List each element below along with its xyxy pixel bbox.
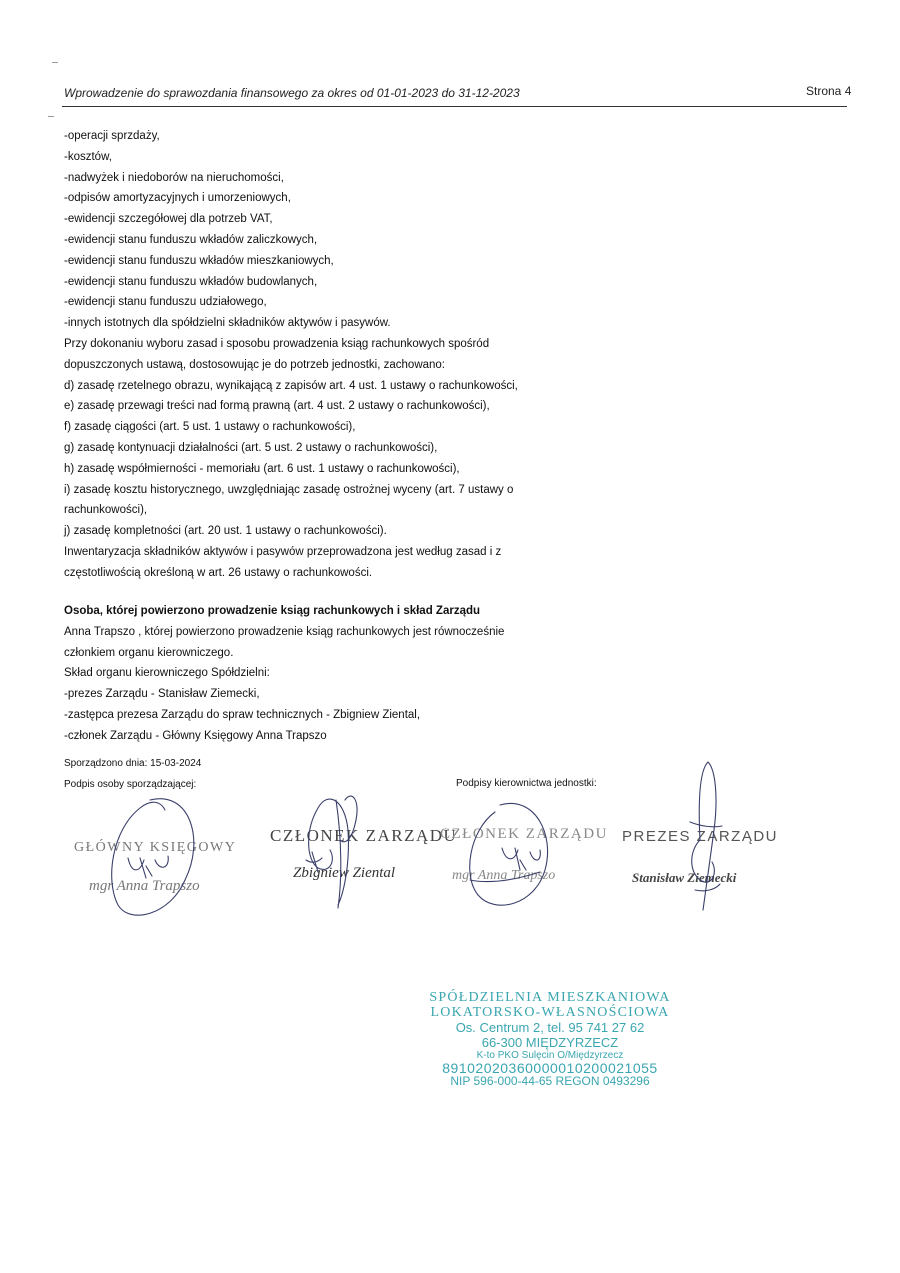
section-line: -zastępca prezesa Zarządu do spraw technicznych - Zbigniew Ziental,	[64, 708, 421, 721]
body-line: h) zasadę współmierności - memoriału (art. 6 ust. 1 ustawy o rachunkowości),	[64, 462, 460, 475]
signature-trapszo-1	[112, 799, 194, 915]
company-stamp-account: 89102020360000010200021055	[442, 1060, 658, 1076]
page-number: Strona 4	[806, 84, 852, 98]
page-tick-top	[52, 62, 58, 63]
company-stamp-address: Os. Centrum 2, tel. 95 741 27 62	[455, 1020, 645, 1035]
body-line: -nadwyżek i niedoborów na nieruchomości,	[64, 171, 284, 184]
signature-ziental	[306, 796, 357, 908]
stamp-name: Zbigniew Ziental	[293, 865, 396, 881]
body-line: -ewidencji stanu funduszu udziałowego,	[64, 296, 267, 309]
body-line: g) zasadę kontynuacji działalności (art. 5 ust. 2 ustawy o rachunkowości),	[64, 441, 438, 454]
body-line: Inwentaryzacja składników aktywów i pasywów przeprowadzona jest według zasad i z	[64, 545, 502, 558]
section-line: Anna Trapszo , której powierzono prowadzenie ksiąg rachunkowych jest równocześnie	[64, 625, 505, 638]
section-line: -prezes Zarządu - Stanisław Ziemecki,	[64, 688, 260, 701]
body-line: -ewidencji stanu funduszu wkładów zaliczkowych,	[64, 233, 318, 246]
company-stamp-city: 66-300 MIĘDZYRZECZ	[481, 1035, 619, 1050]
section-line: Skład organu kierowniczego Spółdzielni:	[64, 667, 270, 680]
management-signature-label: Podpisy kierownictwa jednostki:	[456, 778, 597, 789]
body-line: i) zasadę kosztu historycznego, uwzględniając zasadę ostrożnej wyceny (art. 7 ustawy o	[64, 483, 514, 496]
body-line: j) zasadę kompletności (art. 20 ust. 1 ustawy o rachunkowości).	[64, 525, 387, 538]
prepared-date: Sporządzono dnia: 15-03-2024	[64, 758, 202, 769]
stamp-title: CZŁONEK ZARZĄDU	[270, 826, 458, 845]
body-line: -odpisów amortyzacyjnych i umorzeniowych,	[64, 192, 291, 205]
company-stamp-ids: NIP 596-000-44-65 REGON 0493296	[450, 1074, 650, 1088]
stamp-name: mgr Anna Trapszo	[452, 868, 556, 883]
body-line: d) zasadę rzetelnego obrazu, wynikającą z zapisów art. 4 ust. 1 ustawy o rachunkowości,	[64, 379, 518, 392]
page-tick-side	[48, 116, 54, 117]
preparer-signature-label: Podpis osoby sporządzającej:	[64, 779, 197, 790]
stamp-title: PREZES ZARZĄDU	[622, 828, 779, 845]
management-section	[64, 601, 624, 747]
signature-trapszo-2	[470, 803, 548, 905]
body-line: -ewidencji stanu funduszu wkładów budowlanych,	[64, 275, 318, 288]
header-rule	[62, 106, 847, 107]
body-line: Przy dokonaniu wyboru zasad i sposobu prowadzenia ksiąg rachunkowych spośród	[64, 337, 490, 350]
company-stamp	[420, 990, 680, 1088]
section-line: członkiem organu kierowniczego.	[64, 646, 234, 659]
accounting-principles-text	[64, 126, 624, 584]
body-line: -ewidencji szczegółowej dla potrzeb VAT,	[64, 213, 273, 226]
company-stamp-bank: K-to PKO Sulęcin O/Międzyrzecz	[476, 1050, 624, 1061]
body-line: f) zasadę ciągości (art. 5 ust. 1 ustawy o rachunkowości),	[64, 421, 356, 434]
stamp-name: Stanisław Ziemecki	[632, 870, 737, 885]
body-line: -kosztów,	[64, 150, 112, 163]
body-line: dopuszczonych ustawą, dostosowując je do potrzeb jednostki, zachowano:	[64, 358, 446, 371]
body-line: częstotliwością określoną w art. 26 ustawy o rachunkowości.	[64, 566, 373, 579]
header-title: Wprowadzenie do sprawozdania finansowego za okres od 01-01-2023 do 31-12-2023	[64, 86, 520, 100]
body-line: -operacji sprzdaży,	[64, 130, 160, 142]
body-line: -ewidencji stanu funduszu wkładów mieszkaniowych,	[64, 254, 334, 267]
stamp-name: mgr Anna Trapszo	[89, 878, 200, 894]
body-line: e) zasadę przewagi treści nad formą prawną (art. 4 ust. 2 ustawy o rachunkowości),	[64, 400, 490, 413]
company-stamp-type: LOKATORSKO-WŁASNOŚCIOWA	[430, 1005, 670, 1020]
company-stamp-name: SPÓŁDZIELNIA MIESZKANIOWA	[429, 990, 671, 1005]
section-line: -członek Zarządu - Główny Księgowy Anna Trapszo	[64, 729, 327, 742]
stamp-title: GŁÓWNY KSIĘGOWY	[74, 840, 237, 855]
stamp-title: CZŁONEK ZARZĄDU	[440, 826, 608, 842]
section-heading: Osoba, której powierzono prowadzenie ksiąg rachunkowych i skład Zarządu	[64, 605, 481, 617]
body-line: -innych istotnych dla spółdzielni składników aktywów i pasywów.	[64, 317, 391, 330]
body-line: rachunkowości),	[64, 504, 148, 517]
